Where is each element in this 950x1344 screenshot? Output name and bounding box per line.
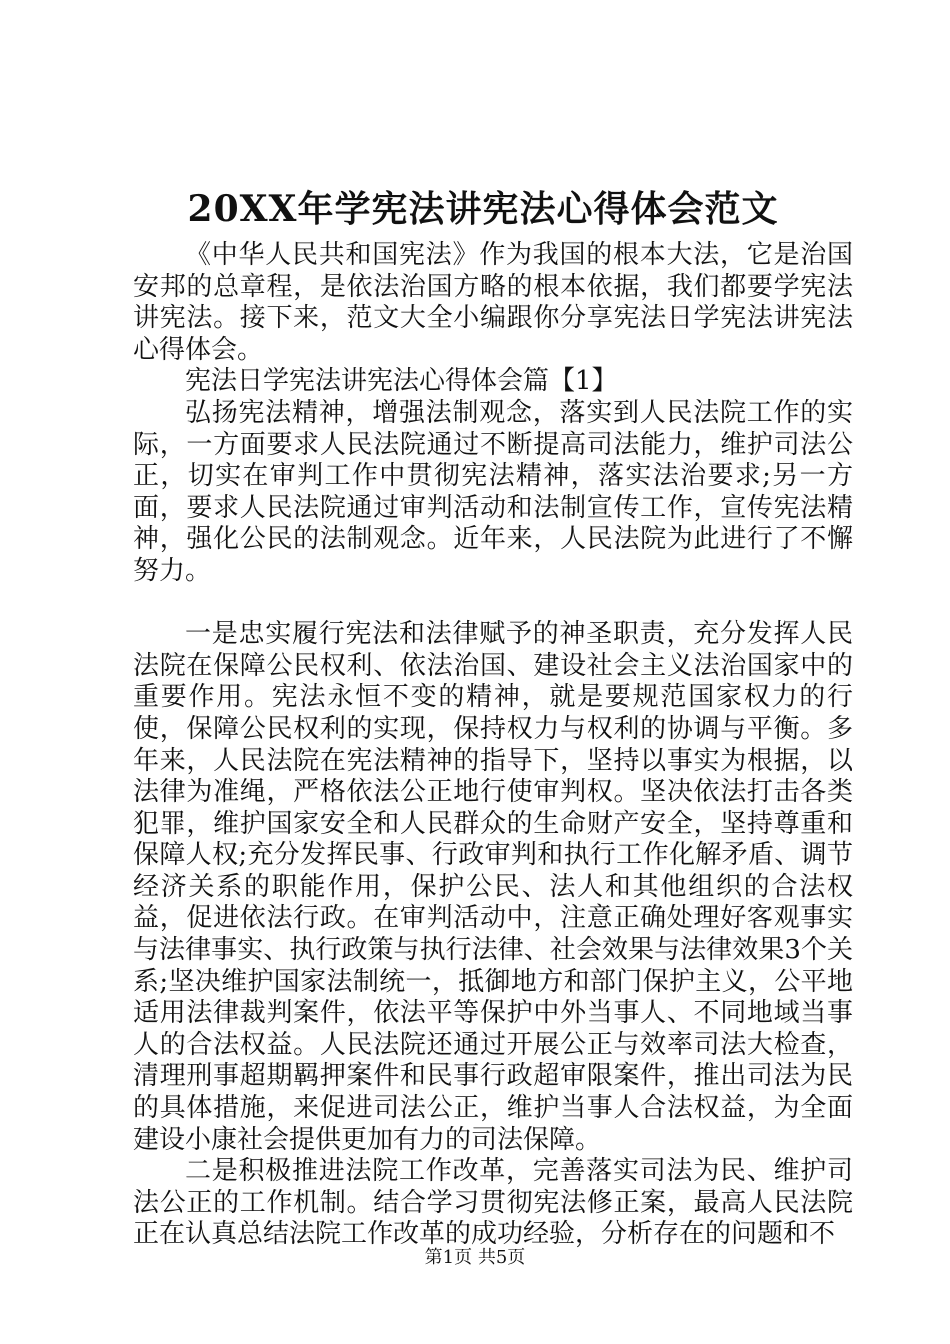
paragraph-intro: 《中华人民共和国宪法》作为我国的根本大法，它是治国安邦的总章程，是依法治国方略的根本依据，我们都要学宪法讲宪法。接下来，范文大全小编跟你分享宪法日学宪法讲宪法心得体会。 — [133, 240, 853, 365]
document-title: 20XX年学宪法讲宪法心得体会范文 — [187, 188, 779, 230]
document-page — [133, 182, 853, 1251]
section-heading: 宪法日学宪法讲宪法心得体会篇【1】 — [185, 366, 618, 397]
page-footer: 第1页 共5页 — [424, 1247, 526, 1268]
paragraph-1: 弘扬宪法精神，增强法制观念，落实到人民法院工作的实际，一方面要求人民法院通过不断提高司法能力，维护司法公正，切实在审判工作中贯彻宪法精神，落实法治要求;另一方面，要求人民法院通过审判活动和法制宣传工作，宣传宪法精神，强化公民的法制观念。近年来，人民法院为此进行了不懈努力。 — [133, 397, 853, 586]
paragraph-3: 二是积极推进法院工作改革，完善落实司法为民、维护司法公正的工作机制。结合学习贯彻宪法修正案，最高人民法院正在认真总结法院工作改革的成功经验，分析存在的问题和不 — [133, 1156, 853, 1250]
paragraph-2: 一是忠实履行宪法和法律赋予的神圣职责，充分发挥人民法院在保障公民权利、依法治国、建设社会主义法治国家中的重要作用。宪法永恒不变的精神，就是要规范国家权力的行使，保障公民权利的实现，保持权力与权利的协调与平衡。多年来，人民法院在宪法精神的指导下，坚持以事实为根据，以法律为准绳，严格依法公正地行使审判权。坚决依法打击各类犯罪，维护国家安全和人民群众的生命财产安全，坚持尊重和保障人权;充分发挥民事、行政审判和执行工作化解矛盾、调节经济关系的职能作用，保护公民、法人和其他组织的合法权益，促进依法行政。在审判活动中，注意正确处理好客观事实与法律事实、执行政策与执行法律、社会效果与法律效果3个关系;坚决维护国家法制统一，抵御地方和部门保护主义，公平地适用法律裁判案件，依法平等保护中外当事人、不同地域当事人的合法权益。人民法院还通过开展公正与效率司法大检查，清理刑事超期羁押案件和民事行政超审限案件，推出司法为民的具体措施，来促进司法公正，维护当事人合法权益，为全面建设小康社会提供更加有力的司法保障。 — [133, 619, 853, 1155]
